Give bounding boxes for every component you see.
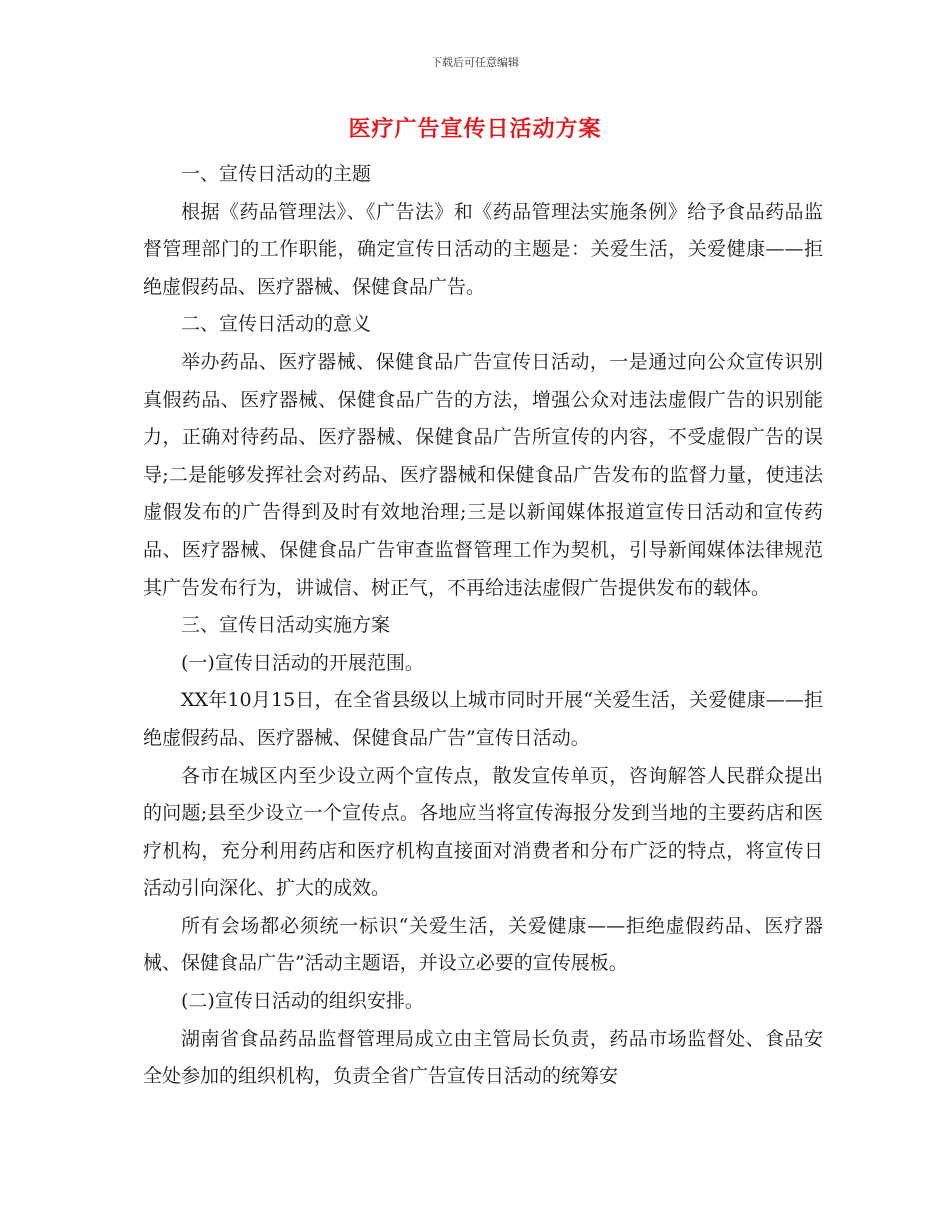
- paragraph: 根据《药品管理法》、《广告法》和《药品管理法实施条例》给予食品药品监督管理部门的工作职能，确定宣传日活动的主题是：关爱生活，关爱健康——拒绝虚假药品、医疗器械、保健食品广告。: [143, 200, 823, 298]
- paragraph: 湖南省食品药品监督管理局成立由主管局长负责，药品市场监督处、食品安全处参加的组织机构，负责全省广告宣传日活动的统筹安: [143, 1027, 823, 1088]
- document-title: 医疗广告宣传日活动方案: [348, 117, 602, 142]
- subsection-heading-1: (一)宣传日活动的开展范围。: [181, 651, 424, 674]
- section-heading-2: 二、宣传日活动的意义: [181, 313, 372, 336]
- paragraph: XX年10月15日，在全省县级以上城市同时开展“关爱生活，关爱健康——拒绝虚假药品、医疗器械、保健食品广告”宣传日活动。: [143, 689, 823, 749]
- section-heading-1: 一、宣传日活动的主题: [181, 163, 372, 185]
- paragraph: 举办药品、医疗器械、保健食品广告宣传日活动，一是通过向公众宣传识别真假药品、医疗器械、保健食品广告的方法，增强公众对违法虚假广告的识别能力，正确对待药品、医疗器械、保健食品广告所宣传的内容，不受虚假广告的误导;二是能够发挥社会对药品、医疗器械和保健食品广告发布的监督力量，使违法虚假发布的广告得到及时有效地治理;三是以新闻媒体报道宣传日活动和宣传药品、医疗器械、保健食品广告审查监督管理工作为契机，引导新闻媒体法律规范其广告发布行为，讲诚信、树正气，不再给违法虚假广告提供发布的载体。: [143, 350, 823, 599]
- document-body: [143, 156, 823, 1096]
- subsection-heading-2: (二)宣传日活动的组织安排。: [181, 990, 424, 1013]
- header-note: 下载后可任意编辑: [431, 56, 519, 69]
- paragraph: 各市在城区内至少设立两个宣传点，散发宣传单页，咨询解答人民群众提出的问题;县至少设立一个宣传点。各地应当将宣传海报分发到当地的主要药店和医疗机构，充分利用药店和医疗机构直接面对消费者和分布广泛的特点，将宣传日活动引向深化、扩大的成效。: [143, 764, 823, 900]
- section-heading-3: 三、宣传日活动实施方案: [181, 614, 391, 637]
- paragraph: 所有会场都必须统一标识“关爱生活，关爱健康——拒绝虚假药品、医疗器械、保健食品广告”活动主题语，并设立必要的宣传展板。: [143, 914, 823, 975]
